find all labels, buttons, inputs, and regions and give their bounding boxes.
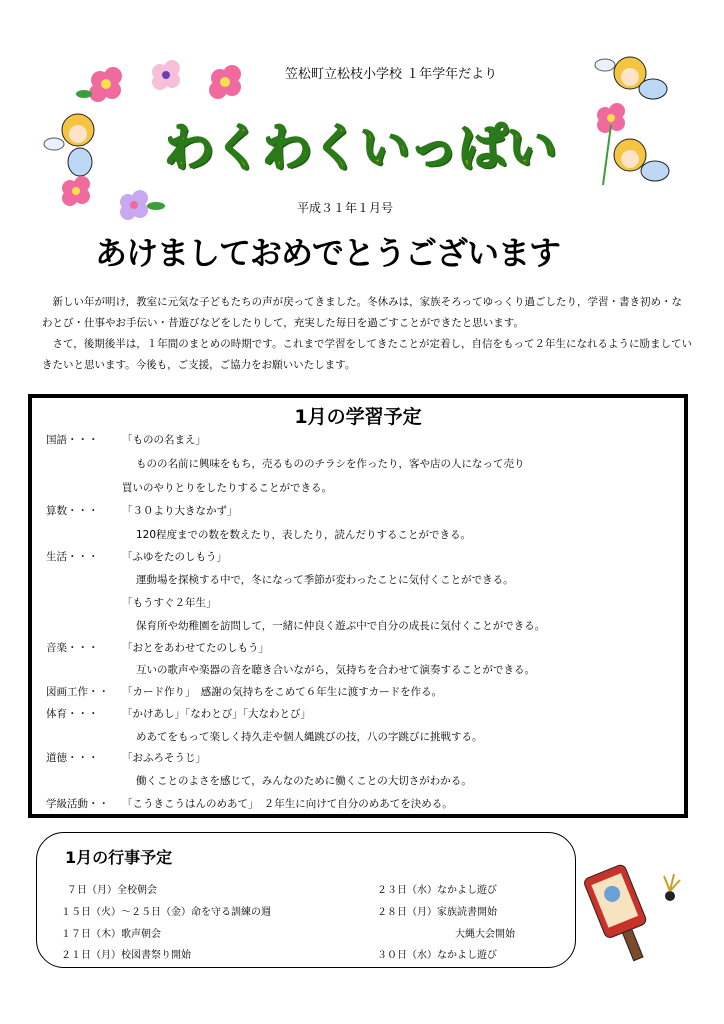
event-item: ３０日（水）なかよし遊び: [377, 950, 497, 961]
event-item: ７日（月）全校朝会: [67, 885, 157, 896]
subject-detail: 買いのやりとりをしたりすることができる。: [122, 482, 332, 494]
study-row: [136, 525, 471, 546]
subject-detail: 「３０より大きなかず」: [122, 505, 238, 517]
subject-detail: 「もうすぐ２年生」: [122, 597, 217, 609]
study-row: [136, 727, 483, 748]
event-item: 大縄大会開始: [455, 929, 515, 940]
subject-label: 算数・・・: [46, 505, 99, 517]
event-item: １５日（火）～２５日（金）命を守る訓練の週: [61, 907, 271, 918]
subject-label: 音楽・・・: [46, 642, 99, 654]
study-row: [46, 748, 206, 769]
flower-icon: [152, 60, 180, 90]
subject-detail: 運動場を探検する中で，冬になって季節が変わったことに気付くことができる。: [136, 574, 514, 586]
study-plan-box: [28, 394, 688, 818]
hagoita-paddle-icon: [580, 858, 690, 968]
study-row: [46, 501, 238, 522]
subject-label: 学級活動・・: [46, 798, 109, 810]
subject-detail: 「ものの名まえ」: [122, 434, 206, 446]
event-item: ２１日（月）校図書祭り開始: [61, 950, 191, 961]
study-row: [46, 638, 269, 659]
subject-detail: 「おふろそうじ」: [122, 752, 206, 764]
study-plan-title: 1月の学習予定: [294, 406, 422, 428]
issue-date: 平成３１年１月号: [297, 201, 394, 215]
intro-paragraph: 新しい年が明け，教室に元気な子どもたちの声が戻ってきました。冬休みは，家族そろってゆっくり過ごしたり，学習・書き初め・なわとび・仕事やお手伝い・昔遊びなどをしたりして，充実した毎日を過ごすことができたと思います。: [42, 296, 682, 329]
intro-text: [42, 292, 692, 376]
flower-icon: [120, 190, 165, 220]
subject-detail: 互いの歌声や楽器の音を聴き合いながら，気持ちを合わせて演奏することができる。: [136, 664, 535, 676]
study-row: [46, 430, 206, 451]
school-newsletter-name: 笠松町立松枝小学校 １年学年だより: [285, 67, 498, 82]
subject-detail: めあてをもって楽しく持久走や個人縄跳びの技，八の字跳びに挑戦する。: [136, 731, 483, 743]
event-item: ２３日（水）なかよし遊び: [377, 885, 497, 896]
study-row: [136, 454, 525, 475]
shuttlecock-icon: [664, 874, 680, 901]
flower-icon: [62, 176, 90, 206]
subject-detail: 保育所や幼稚園を訪問して，一緒に仲良く遊ぶ中で自分の成長に気付くことができる。: [136, 620, 546, 632]
subject-label: 図画工作・・: [46, 686, 109, 698]
flower-icon: [209, 65, 241, 99]
flower-icon: [76, 67, 122, 102]
study-row: [46, 682, 442, 703]
study-row: [136, 771, 472, 792]
study-row: [136, 616, 545, 637]
study-row: [136, 570, 514, 591]
subject-detail: 「かけあし」「なわとび」「大なわとび」: [122, 708, 311, 720]
bee-child-icon: [614, 139, 669, 181]
subject-detail: 「ふゆをたのしもう」: [122, 551, 227, 563]
greeting-heading: あけましておめでとうございます: [95, 234, 561, 272]
study-row: [46, 547, 227, 568]
study-row: [136, 660, 535, 681]
decoration-flowers-right: [585, 45, 695, 195]
event-item: １７日（木）歌声朝会: [61, 929, 161, 940]
events-box: [36, 832, 576, 968]
subject-detail: 120程度までの数を数えたり，表したり，読んだりすることができる。: [136, 529, 472, 541]
subject-detail: 「こうきこうはんのめあて」 ２年生に向けて自分のめあてを決める。: [122, 798, 453, 810]
subject-label: 体育・・・: [46, 708, 99, 720]
bee-child-icon: [44, 114, 94, 176]
subject-detail: 「おとをあわせてたのしもう」: [122, 642, 269, 654]
bee-child-icon: [595, 57, 667, 99]
study-row: [122, 593, 217, 614]
subject-detail: 「カード作り」 感謝の気持ちをこめて６年生に渡すカードを作る。: [122, 686, 443, 698]
subject-label: 道徳・・・: [46, 752, 99, 764]
subject-label: 生活・・・: [46, 551, 99, 563]
intro-paragraph: さて，後期後半は，１年間のまとめの時期です。これまで学習をしてきたことが定着し，自信をもって２年生になれるように励ましていきたいと思います。今後も，ご支援，ご協力をお願いいたします。: [42, 338, 692, 371]
study-row: [122, 478, 332, 499]
events-title: 1月の行事予定: [65, 848, 173, 867]
subject-detail: ものの名前に興味をもち，売るもののチラシを作ったり，客や店の人になって売り: [136, 458, 525, 470]
newsletter-title: わくわくいっぱい: [164, 119, 556, 177]
subject-label: 国語・・・: [46, 434, 99, 446]
subject-detail: 働くことのよさを感じて，みんなのために働くことの大切さがわかる。: [136, 775, 472, 787]
event-item: ２８日（月）家族読書開始: [377, 907, 497, 918]
study-row: [46, 794, 453, 815]
study-row: [46, 704, 311, 725]
